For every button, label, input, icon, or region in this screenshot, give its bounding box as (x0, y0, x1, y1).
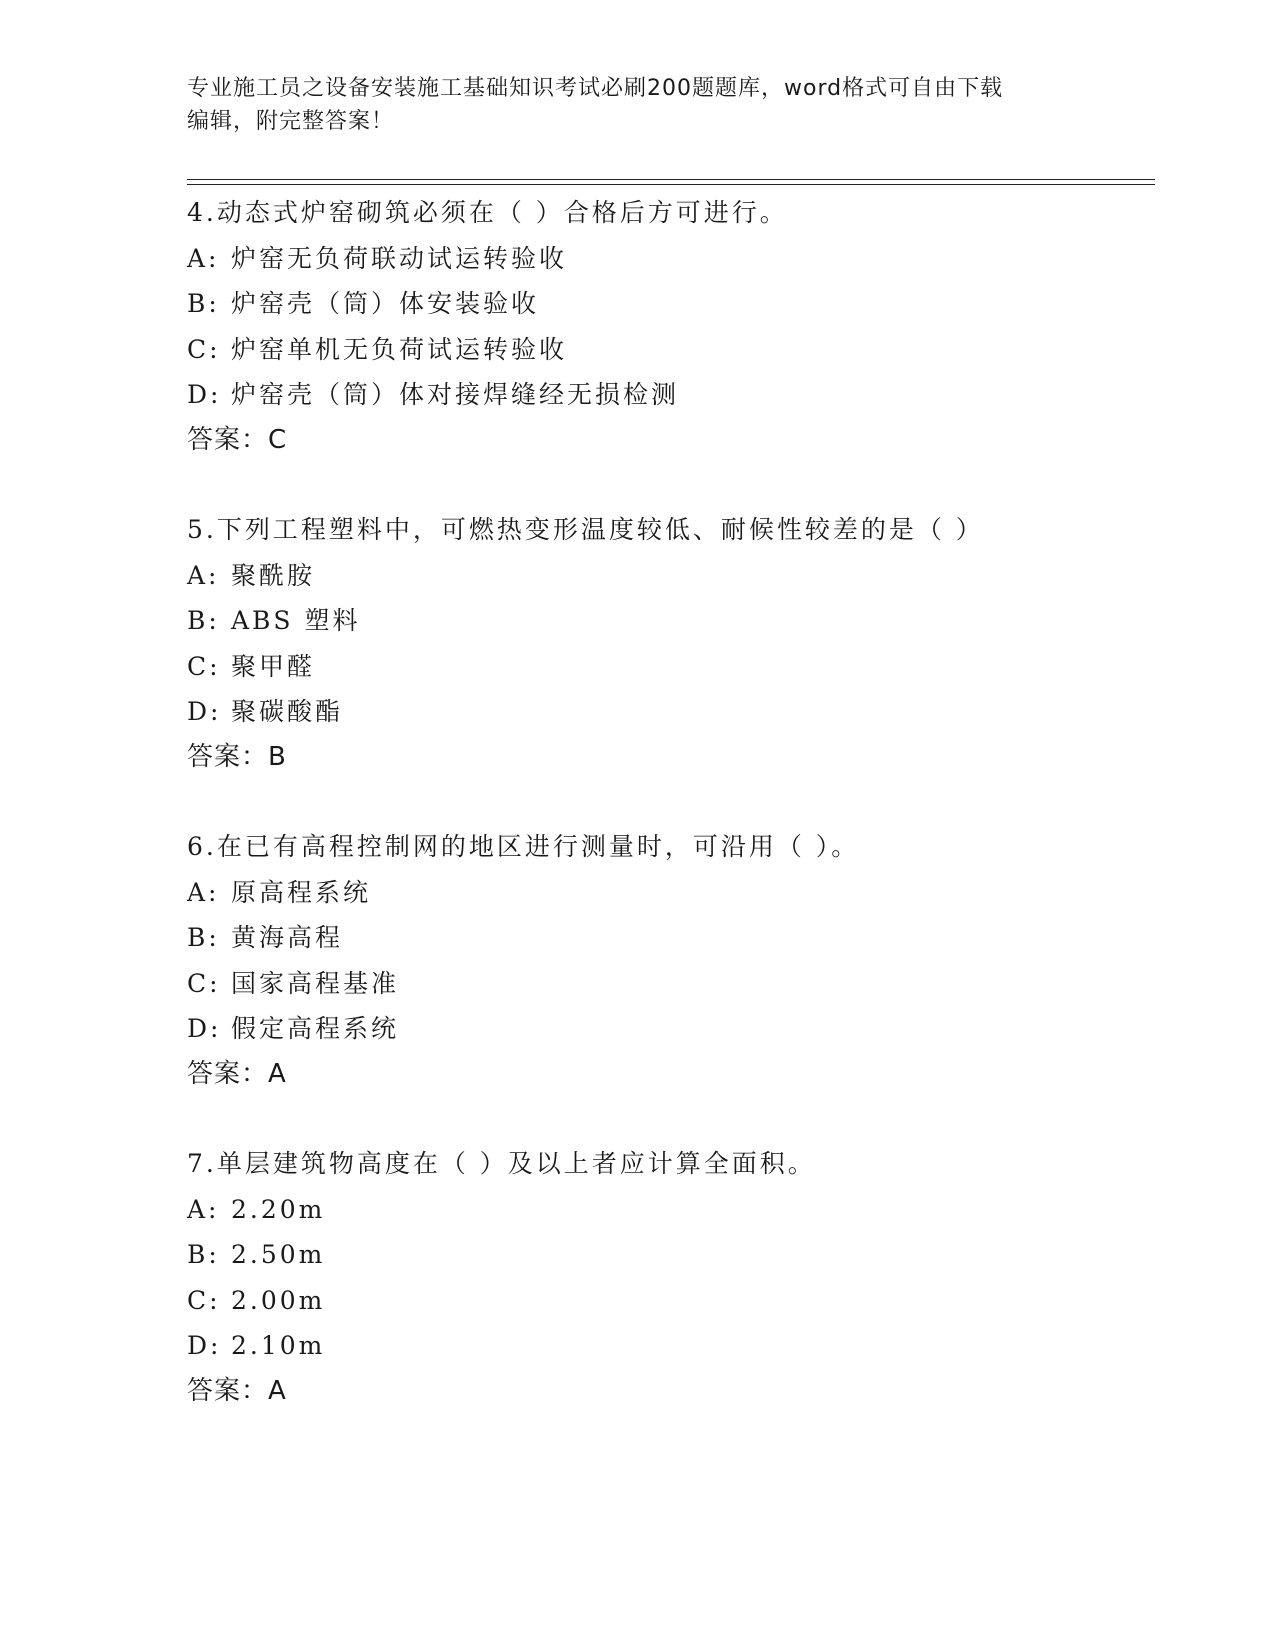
option-key: B: (187, 606, 220, 635)
option-text: 聚甲醛 (231, 651, 316, 681)
question-item (187, 1141, 1147, 1414)
option-key: C: (187, 651, 221, 681)
option-key: A: (187, 877, 220, 907)
option-b (187, 598, 1147, 644)
option-text: 国家高程基准 (231, 968, 400, 998)
option-text: 炉窑无负荷联动试运转验收 (231, 243, 568, 273)
option-key: A: (187, 1194, 220, 1224)
question-item (187, 507, 1147, 780)
option-d (187, 689, 1147, 735)
option-a (187, 870, 1147, 916)
option-a (187, 1187, 1147, 1233)
option-key: A: (187, 243, 220, 273)
question-list (187, 190, 1147, 1414)
answer-line: 答案：A (187, 1058, 287, 1089)
option-key: B: (187, 923, 220, 952)
option-text: 原高程系统 (231, 877, 372, 907)
option-key: A: (187, 560, 220, 590)
option-c (187, 1278, 1147, 1324)
option-key: B: (187, 1240, 220, 1269)
option-c (187, 961, 1147, 1007)
option-key: D: (187, 697, 222, 726)
option-text: 聚碳酸酯 (231, 697, 344, 726)
option-key: C: (187, 334, 221, 364)
answer-line: 答案：B (187, 741, 287, 772)
option-b (187, 281, 1147, 327)
header-divider-bottom (187, 184, 1155, 185)
option-c (187, 644, 1147, 690)
answer-line: 答案：C (187, 424, 288, 455)
header-line-2: 编辑，附完整答案！ (187, 109, 395, 134)
option-text: 2.50m (231, 1240, 326, 1269)
question-stem: 4.动态式炉窑砌筑必须在（ ）合格后方可进行。 (187, 198, 788, 227)
option-text: 炉窑壳（筒）体对接焊缝经无损检测 (231, 380, 680, 409)
header-divider-top (187, 179, 1155, 180)
option-text: 假定高程系统 (231, 1014, 400, 1043)
answer-line: 答案：A (187, 1375, 287, 1406)
option-text: 2.20m (231, 1194, 326, 1224)
option-text: 炉窑壳（筒）体安装验收 (231, 289, 540, 318)
option-text: ABS 塑料 (231, 606, 361, 635)
option-text: 聚酰胺 (231, 560, 316, 590)
option-key: C: (187, 1285, 221, 1315)
option-text: 2.00m (231, 1285, 326, 1315)
option-b (187, 915, 1147, 961)
option-b (187, 1232, 1147, 1278)
option-key: D: (187, 1331, 222, 1360)
header-line-1: 专业施工员之设备安装施工基础知识考试必刷200题题库，word格式可自由下载 (187, 76, 1004, 101)
document-header (187, 72, 1087, 138)
option-d (187, 1323, 1147, 1369)
option-key: D: (187, 1014, 222, 1043)
question-stem: 5.下列工程塑料中，可燃热变形温度较低、耐候性较差的是（ ） (187, 515, 984, 544)
question-item (187, 190, 1147, 463)
question-stem: 6.在已有高程控制网的地区进行测量时，可沿用（ ）。 (187, 832, 860, 861)
option-key: B: (187, 289, 220, 318)
option-key: C: (187, 968, 221, 998)
option-a (187, 553, 1147, 599)
option-text: 2.10m (231, 1331, 326, 1360)
option-key: D: (187, 380, 222, 409)
question-item (187, 824, 1147, 1097)
option-text: 黄海高程 (231, 923, 344, 952)
question-stem: 7.单层建筑物高度在（ ）及以上者应计算全面积。 (187, 1149, 816, 1178)
option-d (187, 1006, 1147, 1052)
option-c (187, 327, 1147, 373)
option-text: 炉窑单机无负荷试运转验收 (231, 334, 568, 364)
option-d (187, 372, 1147, 418)
option-a (187, 236, 1147, 282)
